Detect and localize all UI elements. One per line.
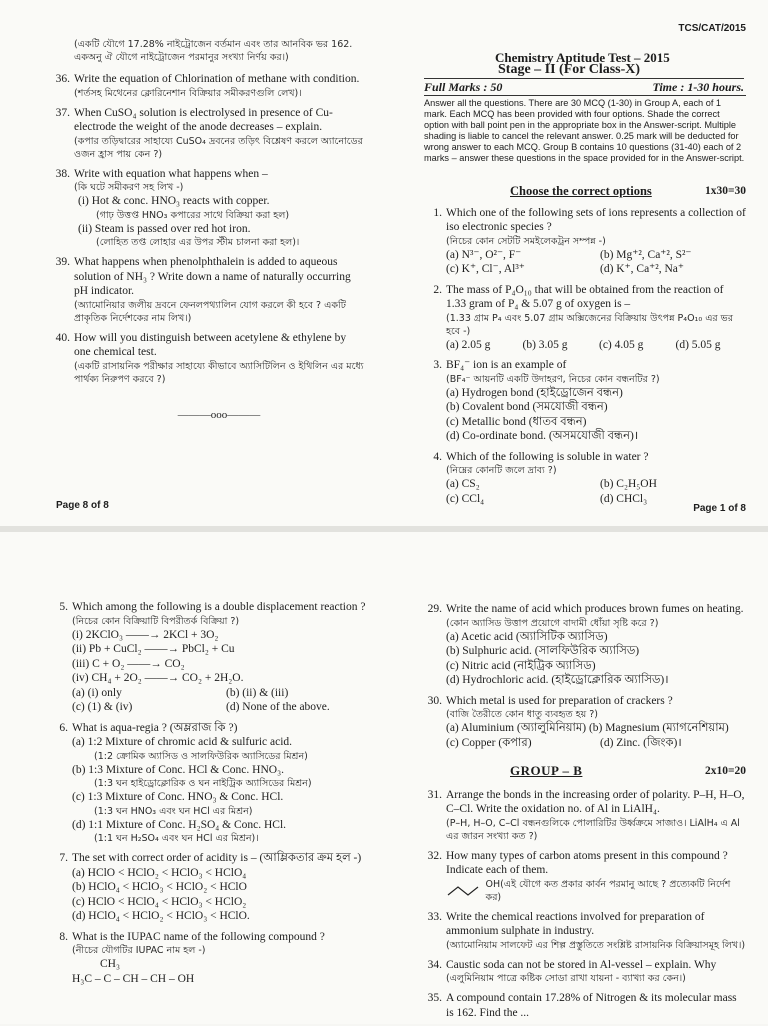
test-code: TCS/CAT/2015 bbox=[678, 23, 746, 34]
question-text: Write the chemical reactions involved for preparation of ammonium sulphate in industry. bbox=[446, 910, 705, 937]
question-text: Write with equation what happens when – bbox=[74, 167, 268, 180]
question-text-bengali: (এলুমিনিয়াম পাত্রে কষ্টিক সোডা রাখা যায়না - ব্যাখ্যা কর কেন।) bbox=[446, 973, 686, 984]
group-marks: 2x10=20 bbox=[704, 765, 746, 777]
question-text-bengali: OH(এই যৌগে কত প্রকার কার্বন পরমানু আছে ? প্রত্যেকটি নির্দেশ কর) bbox=[485, 878, 731, 903]
option-c: (c) CCl₄ bbox=[446, 492, 485, 505]
option-c: (c) (1) & (iv) bbox=[72, 701, 133, 713]
question-text: How will you distinguish between acetylene & ethylene by one chemical test. bbox=[74, 331, 347, 358]
question-text-bengali: (নিচের কোন সেটটি সমইলেকট্রন সম্পন্ন -) bbox=[446, 235, 606, 247]
question-40 bbox=[55, 331, 364, 386]
exam-sheet-bottom bbox=[0, 532, 768, 1024]
question-3 bbox=[433, 358, 746, 444]
option-b-bengali: (1:3 ঘন হাইড্রোক্লোরিক ও ঘন নাইট্রিক অ্যাসিডের মিশ্রন) bbox=[94, 778, 312, 789]
question-number: 34. bbox=[427, 958, 442, 971]
section-marks: 1x30=30 bbox=[704, 185, 746, 197]
section-header bbox=[510, 184, 746, 200]
option-a-bengali: (1:2 ক্রোমিক অ্যাসিড ও সালফিউরিক অ্যাসিডের মিশ্রন) bbox=[94, 750, 308, 762]
sub-question-ii: (ii) Steam is passed over red hot iron. bbox=[78, 222, 251, 235]
option-a: (a) 1:2 Mixture of chromic acid & sulfuric acid. bbox=[72, 736, 293, 748]
intro-bengali: (একটি যৌগে 17.28% নাইট্রোজেন বর্তমান এবং তার আনবিক ভর 162. একঅনু ঐ যৌগে নাইট্রোজেন পরমানুর সংখ্যা নির্ণয় কর।) bbox=[74, 39, 353, 63]
question-number: 8. bbox=[59, 930, 68, 943]
option-c: (c) K⁺, Cl⁻, Al³⁺ bbox=[446, 263, 525, 275]
question-text-bengali: (কোন অ্যাসিড উত্তাপ প্রয়োগে বাদামী ধোঁয়া সৃষ্টি করে ?) bbox=[446, 617, 659, 629]
question-number: 6. bbox=[59, 721, 68, 734]
question-text-bengali: (একটি রাসায়নিক পরীক্ষার সাহায্যে কীভাবে অ্যাসিটিলিন ও ইথিলিন এর মধ্যে পার্থক্য নিরুপণ করবে ?) bbox=[74, 360, 364, 385]
question-29 bbox=[427, 602, 746, 688]
question-text-bengali: (P–H, H–O, C–Cl বন্ধনগুলিকে পোলারিটির উর্ধ্বক্রমে সাজাও। LiAlH₄ এ Al এর জারন সংখ্যা কত ?) bbox=[446, 817, 740, 842]
option-a: (a) 2.05 g bbox=[446, 338, 491, 351]
question-text: Which one of the following sets of ions represents a collection of iso electronic species ? bbox=[446, 206, 746, 233]
question-35 bbox=[427, 991, 746, 1020]
question-39 bbox=[55, 255, 364, 325]
question-text: The mass of P₄O₁₀ that will be obtained from the reaction of 1.33 gram of P₄ & 5.07 g of oxygen is – bbox=[446, 283, 724, 310]
question-text: What happens when phenolphthalein is added to aqueous solution of NH₃ ? Write down a name of naturally occurring pH indicator. bbox=[74, 256, 351, 297]
compound-row bbox=[446, 878, 746, 904]
question-number: 33. bbox=[427, 910, 442, 923]
option-d: (d) 5.05 g bbox=[675, 338, 721, 351]
option-b: (b) C₂H₅OH bbox=[600, 478, 657, 490]
question-number: 31. bbox=[427, 788, 442, 801]
sub-question-ii-bengali: (লোহিত তপ্ত লোহার এর উপর স্টীম চালনা করা হল)। bbox=[96, 237, 300, 248]
option-b: (b) HClO₄ < HClO₃ < HClO₂ < HClO bbox=[72, 881, 247, 893]
question-text: Write the name of acid which produces brown fumes on heating. bbox=[446, 603, 744, 615]
page3-column bbox=[427, 602, 746, 1026]
question-33 bbox=[427, 910, 746, 952]
option-c-bengali: (1:3 ঘন HNO₃ এবং ঘন HCl এর মিশ্রন) bbox=[94, 805, 253, 817]
question-number: 35. bbox=[427, 992, 442, 1004]
question-30 bbox=[427, 694, 746, 751]
end-mark: ———ooo——— bbox=[177, 408, 261, 421]
question-text-bengali: (কি ঘটে সমীকরণ সহ লিখ -) bbox=[74, 182, 184, 193]
question-34 bbox=[427, 958, 746, 986]
option-d: (d) 1:1 Mixture of Conc. H₂SO₄ & Conc. HCl. bbox=[72, 818, 287, 831]
question-text-bengali: (1.33 গ্রাম P₄ এবং 5.07 গ্রাম অক্সিজেনের বিক্রিয়ায় উৎপন্ন P₄O₁₀ এর ভর হবে -) bbox=[446, 312, 733, 337]
option-d: (d) K⁺, Ca⁺², Na⁺ bbox=[600, 263, 684, 275]
question-text: A compound contain 17.28% of Nitrogen & its molecular mass is 162. Find the ... bbox=[446, 992, 737, 1019]
question-number: 32. bbox=[427, 849, 442, 862]
option-a: (a) (i) only bbox=[72, 686, 122, 699]
question-text: What is the IUPAC name of the following compound ? bbox=[72, 930, 325, 943]
question-5 bbox=[59, 600, 372, 715]
question-text: When CuSO₄ solution is electrolysed in presence of Cu-electrode the weight of the anode decreases – explain. bbox=[74, 106, 333, 133]
question-number: 37. bbox=[55, 106, 70, 119]
question-1 bbox=[433, 206, 746, 277]
group-b-header bbox=[510, 764, 746, 780]
question-text: Write the equation of Chlorination of methane with condition. bbox=[74, 73, 360, 85]
question-text-bengali: (নিম্নের কোনটি জলে দ্রাব্য ?) bbox=[446, 465, 557, 476]
structure-methyl: CH₃ bbox=[100, 958, 120, 970]
question-text: How many types of carbon atoms present in this compound ? Indicate each of them. bbox=[446, 849, 728, 876]
question-4 bbox=[433, 450, 746, 507]
question-32 bbox=[427, 849, 746, 904]
page-label-left: Page 8 of 8 bbox=[56, 500, 109, 511]
page1-column bbox=[433, 184, 746, 512]
section-title: Choose the correct options bbox=[510, 184, 652, 198]
option-d: (d) Co-ordinate bond. (অসমযোজী বন্ধন)। bbox=[446, 430, 639, 442]
option-d-bengali: (1:1 ঘন H₂SO₄ এবং ঘন HCl এর মিশ্রন)। bbox=[94, 833, 259, 844]
question-text-bengali: (কপার তড়িদ্বারের সাহায্যে CuSO₄ দ্রবনের তড়িৎ বিশ্লেষণ করলে অ্যানোডের ওজন হ্রাস পায় কেন ?) bbox=[74, 135, 363, 160]
option-b: (b) 3.05 g bbox=[522, 338, 568, 351]
question-text: Which metal is used for preparation of crackers ? bbox=[446, 694, 673, 707]
group-title: GROUP – B bbox=[510, 763, 583, 778]
question-text-bengali: (BF₄⁻ আয়নটি একটি উদাহরণ, নিচের কোন বন্ধনটির ?) bbox=[446, 373, 660, 385]
question-number: 36. bbox=[55, 73, 70, 85]
page2-column bbox=[59, 600, 372, 992]
option-c: (c) Copper (কপার) bbox=[446, 736, 532, 749]
option-c: (c) Metallic bond (ধাতব বন্ধন) bbox=[446, 415, 587, 428]
question-text-bengali: (বাজি তৈরীতে কোন ধাতু ব্যবহৃত হয় ?) bbox=[446, 709, 598, 720]
instructions: Answer all the questions. There are 30 MCQ (1-30) in Group A, each of 1 mark. Each MCQ has been provided with four options. Shade the correct option with ball point pen in the appropriate box in the Answer-script. Multiple shading is liable to cancel the relevant answer. 0.25 mark will be deducted for wrong answer to each MCQ. Group B contains 10 questions (31-40) each of 2 marks – answer these questions in the space provided for in the Answer-script. bbox=[424, 95, 746, 164]
page8-column bbox=[55, 38, 364, 422]
option-b: (b) Covalent bond (সমযোজী বন্ধন) bbox=[446, 401, 608, 413]
reaction-ii: (ii) Pb + CuCl₂ ——→ PbCl₂ + Cu bbox=[72, 643, 235, 655]
question-37 bbox=[55, 106, 364, 161]
option-b: (b) Mg⁺², Ca⁺², S²⁻ bbox=[600, 248, 692, 261]
sub-question-i: (i) Hot & conc. HNO₃ reacts with copper. bbox=[78, 195, 270, 207]
full-marks: Full Marks : 50 bbox=[424, 80, 503, 94]
question-7 bbox=[59, 851, 372, 924]
option-c: (c) Nitric acid (নাইট্রিক অ্যাসিড) bbox=[446, 659, 596, 672]
question-number: 3. bbox=[433, 359, 442, 371]
skeletal-structure-icon bbox=[446, 883, 486, 899]
page-label-right: Page 1 of 8 bbox=[693, 503, 746, 514]
reaction-iv: (iv) CH₄ + 2O₂ ——→ CO₂ + 2H₂O. bbox=[72, 672, 244, 684]
question-8 bbox=[59, 930, 372, 987]
question-text: Which among the following is a double displacement reaction ? bbox=[72, 601, 366, 613]
question-38 bbox=[55, 167, 364, 250]
option-a: (a) Acetic acid (অ্যাসিটিক অ্যাসিড) bbox=[446, 630, 608, 643]
structure-chain: H₃C – C – CH – CH – OH bbox=[72, 972, 195, 985]
question-number: 7. bbox=[59, 852, 68, 864]
question-text: BF₄⁻ ion is an example of bbox=[446, 359, 567, 371]
question-text-bengali: (অ্যামোনিয়ার জলীয় দ্রবনে ফেনলপথ্যালিন যোগ করলে কী হবে ? একটি প্রাকৃতিক নির্দেশকের নাম লিখ।) bbox=[74, 299, 346, 324]
reaction-iii: (iii) C + O₂ ——→ CO₂ bbox=[72, 657, 185, 670]
question-text: Which of the following is soluble in water ? bbox=[446, 450, 649, 463]
question-31 bbox=[427, 788, 746, 843]
sub-question-i-bengali: (গাঢ় উত্তপ্ত HNO₃ কপারের সাথে বিক্রিয়া করা হল) bbox=[96, 209, 290, 221]
option-a: (a) CS₂ bbox=[446, 478, 480, 490]
option-a: (a) Hydrogen bond (হাইড্রোজেন বন্ধন) bbox=[446, 386, 623, 399]
question-text: Caustic soda can not be stored in Al-vessel – explain. Why bbox=[446, 958, 717, 971]
option-d: (d) None of the above. bbox=[226, 701, 330, 713]
option-d: (d) CHCl₃ bbox=[600, 492, 648, 505]
question-number: 4. bbox=[433, 450, 442, 463]
option-b: (b) (ii) & (iii) bbox=[226, 686, 289, 699]
question-6 bbox=[59, 721, 372, 846]
question-number: 30. bbox=[427, 694, 442, 707]
option-d: (d) HClO₄ < HClO₂ < HClO₃ < HClO. bbox=[72, 910, 250, 922]
time-limit: Time : 1-30 hours. bbox=[652, 80, 744, 94]
question-number: 40. bbox=[55, 331, 70, 344]
question-2 bbox=[433, 283, 746, 353]
marks-time-row bbox=[424, 78, 744, 95]
question-number: 39. bbox=[55, 256, 70, 268]
option-c: (c) HClO < HClO₄ < HClO₃ < HClO₂ bbox=[72, 895, 247, 908]
question-text-bengali: (শর্তসহ মিথেনের ক্লোরিনেশান বিক্রিয়ার সমীকরণগুলি লেখ)। bbox=[74, 87, 302, 99]
question-number: 1. bbox=[433, 206, 442, 219]
question-number: 38. bbox=[55, 167, 70, 180]
option-b: (b) Sulphuric acid. (সালফিউরিক অ্যাসিড) bbox=[446, 645, 640, 657]
question-36 bbox=[55, 72, 364, 100]
question-text-bengali: (নিচের কোন বিক্রিয়াটি বিপরীতর্ক বিক্রিয়া ?) bbox=[72, 615, 240, 627]
reaction-i: (i) 2KClO₃ ——→ 2KCl + 3O₂ bbox=[72, 628, 219, 641]
test-title: Chemistry Aptitude Test – 2015 bbox=[495, 50, 670, 65]
question-text-bengali: (নীচের যৌগটির IUPAC নাম হল -) bbox=[72, 945, 206, 956]
option-c: (c) 1:3 Mixture of Conc. HNO₃ & Conc. HCl. bbox=[72, 791, 284, 803]
option-d: (d) Hydrochloric acid. (হাইড্রোক্লোরিক অ্যাসিড)। bbox=[446, 674, 669, 686]
question-number: 2. bbox=[433, 283, 442, 296]
option-c: (c) 4.05 g bbox=[599, 338, 644, 351]
question-text: The set with correct order of acidity is – (আম্লিকতার ক্রম হল -) bbox=[72, 852, 362, 864]
question-text-bengali: (অ্যামোনিয়াম সালফেট এর শিল্প প্রস্তুতিতে সংশ্লিষ্ট রাসায়নিক বিক্রিয়াসমূহ লিখ।) bbox=[446, 939, 746, 951]
option-d: (d) Zinc. (জিংক)। bbox=[600, 736, 682, 749]
option-a: (a) HClO < HClO₂ < HClO₃ < HClO₄ bbox=[72, 866, 247, 879]
question-text: What is aqua-regia ? (অম্লরাজ কি ?) bbox=[72, 721, 238, 734]
option-a-b: (a) Aluminium (অ্যালুমিনিয়াম) (b) Magnesium (ম্যাগনেশিয়াম) bbox=[446, 722, 729, 734]
question-number: 5. bbox=[59, 601, 68, 613]
question-text: Arrange the bonds in the increasing order of polarity. P–H, H–O, C–Cl. Write the oxidation no. of Al in LiAlH₄. bbox=[446, 788, 745, 815]
test-stage: Stage – II (For Class-X) bbox=[498, 62, 641, 77]
option-a: (a) N³⁻, O²⁻, F⁻ bbox=[446, 248, 522, 261]
question-number: 29. bbox=[427, 603, 442, 615]
option-b: (b) 1:3 Mixture of Conc. HCl & Conc. HNO₃. bbox=[72, 763, 284, 776]
